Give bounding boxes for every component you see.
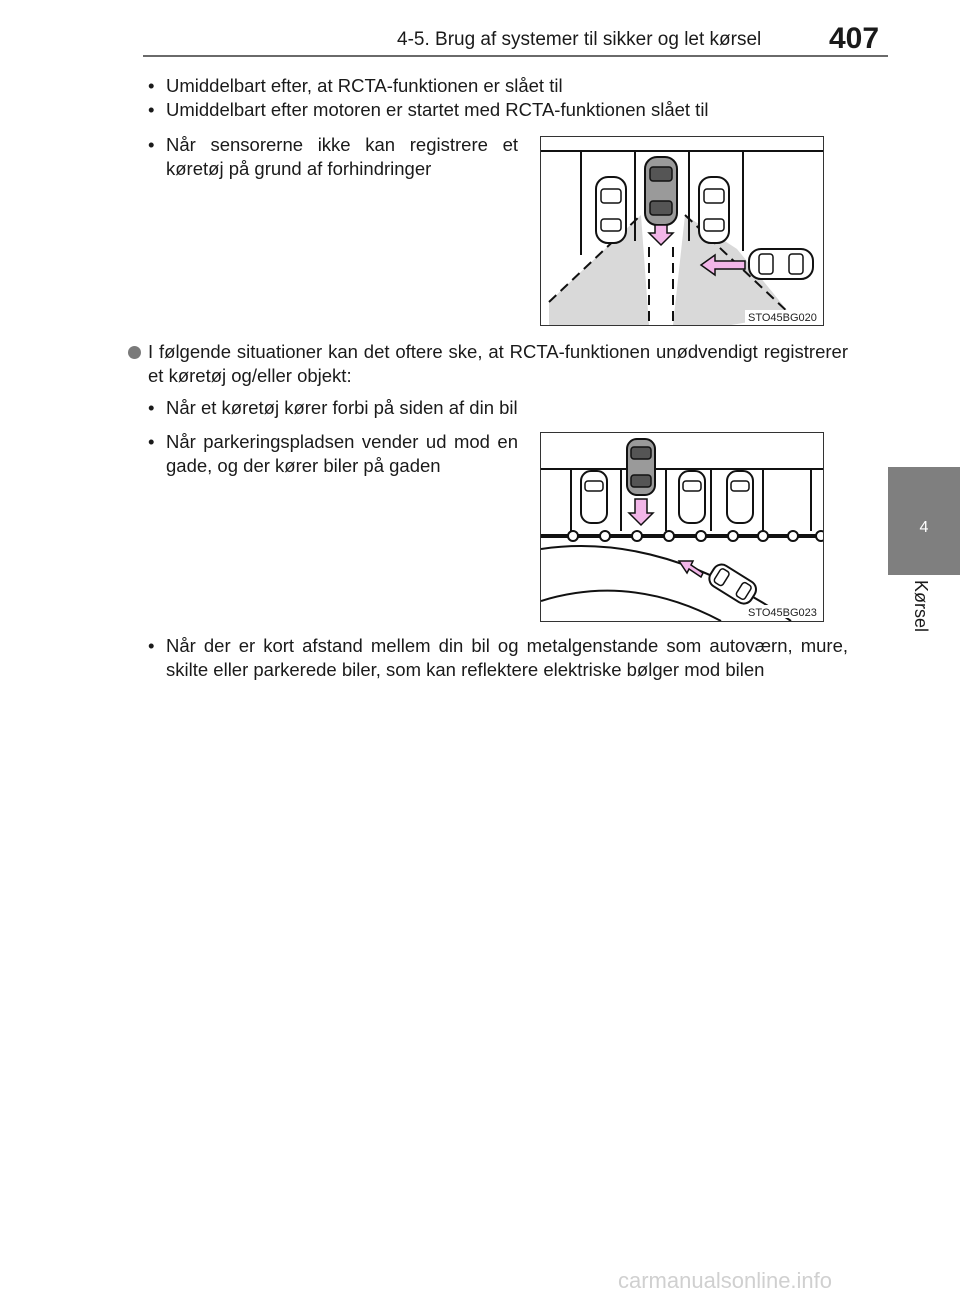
figure-code: STO45BG023 [748, 607, 817, 619]
figure-parking-obstruction [540, 136, 824, 326]
bullet-item: • Umiddelbart efter motoren er startet med RCTA-funktionen slået til [148, 98, 868, 122]
illustration-street-traffic [541, 433, 823, 621]
arrow-down-icon [649, 225, 673, 245]
chapter-number: 4 [919, 519, 929, 536]
chapter-tab [888, 467, 960, 575]
circle-bullet-icon [128, 346, 141, 359]
approaching-car-icon [749, 249, 813, 279]
arrow-down-icon [629, 499, 653, 525]
bullet-item: • Umiddelbart efter, at RCTA-funktionen er slået til [148, 74, 868, 98]
arrow-left-icon [679, 561, 703, 577]
parked-car-icon [581, 471, 607, 523]
circle-item-text: I følgende situationer kan det oftere ske, at RCTA-funktionen unødvendigt registrerer et køretøj og/eller objekt: [148, 341, 848, 386]
bullet-text: Umiddelbart efter, at RCTA-funktionen er slået til [166, 75, 563, 96]
figure-code: STO45BG020 [748, 312, 817, 324]
chapter-label-wrap [896, 580, 936, 680]
header-rule [143, 55, 888, 57]
bullet-item: • Når et køretøj kører forbi på siden af din bil [148, 396, 868, 420]
figure-street-traffic [540, 432, 824, 622]
bullet-item: • Når parkeringspladsen vender ud mod en gade, og der kører biler på gaden [148, 431, 518, 476]
bullet-text: Umiddelbart efter motoren er startet med RCTA-funktionen slået til [166, 99, 709, 120]
page-header [0, 0, 960, 56]
parked-car-icon [679, 471, 705, 523]
own-car-icon [645, 157, 677, 225]
section-title: 4-5. Brug af systemer til sikker og let kørsel [397, 29, 762, 50]
chapter-label: Kørsel [911, 580, 931, 633]
own-car-icon [627, 439, 655, 495]
moving-car-icon [706, 561, 759, 607]
bullet-text: Når parkeringspladsen vender ud mod en gade, og der kører biler på gaden [166, 431, 518, 476]
bullet-item: • Når sensorerne ikke kan registrere et køretøj på grund af forhindringer [148, 134, 518, 179]
illustration-obstructed-sensors [541, 137, 823, 325]
parked-car-icon [727, 471, 753, 523]
page-number: 407 [829, 22, 880, 55]
bullet-text: Når sensorerne ikke kan registrere et køretøj på grund af forhindringer [166, 134, 518, 179]
bullet-text: Når et køretøj kører forbi på siden af din bil [166, 397, 518, 418]
parked-car-icon [596, 177, 626, 243]
parked-car-icon [699, 177, 729, 243]
watermark: carmanualsonline.info [618, 1268, 833, 1293]
bullet-text: Når der er kort afstand mellem din bil og metalgenstande som autoværn, mure, skilte eller parkerede biler, som kan reflektere elektriske bølger mod bilen [166, 635, 848, 680]
bullet-item: • Når der er kort afstand mellem din bil og metalgenstande som autoværn, mure, skilte eller parkerede biler, som kan reflektere elektriske bølger mod bilen [148, 635, 848, 680]
